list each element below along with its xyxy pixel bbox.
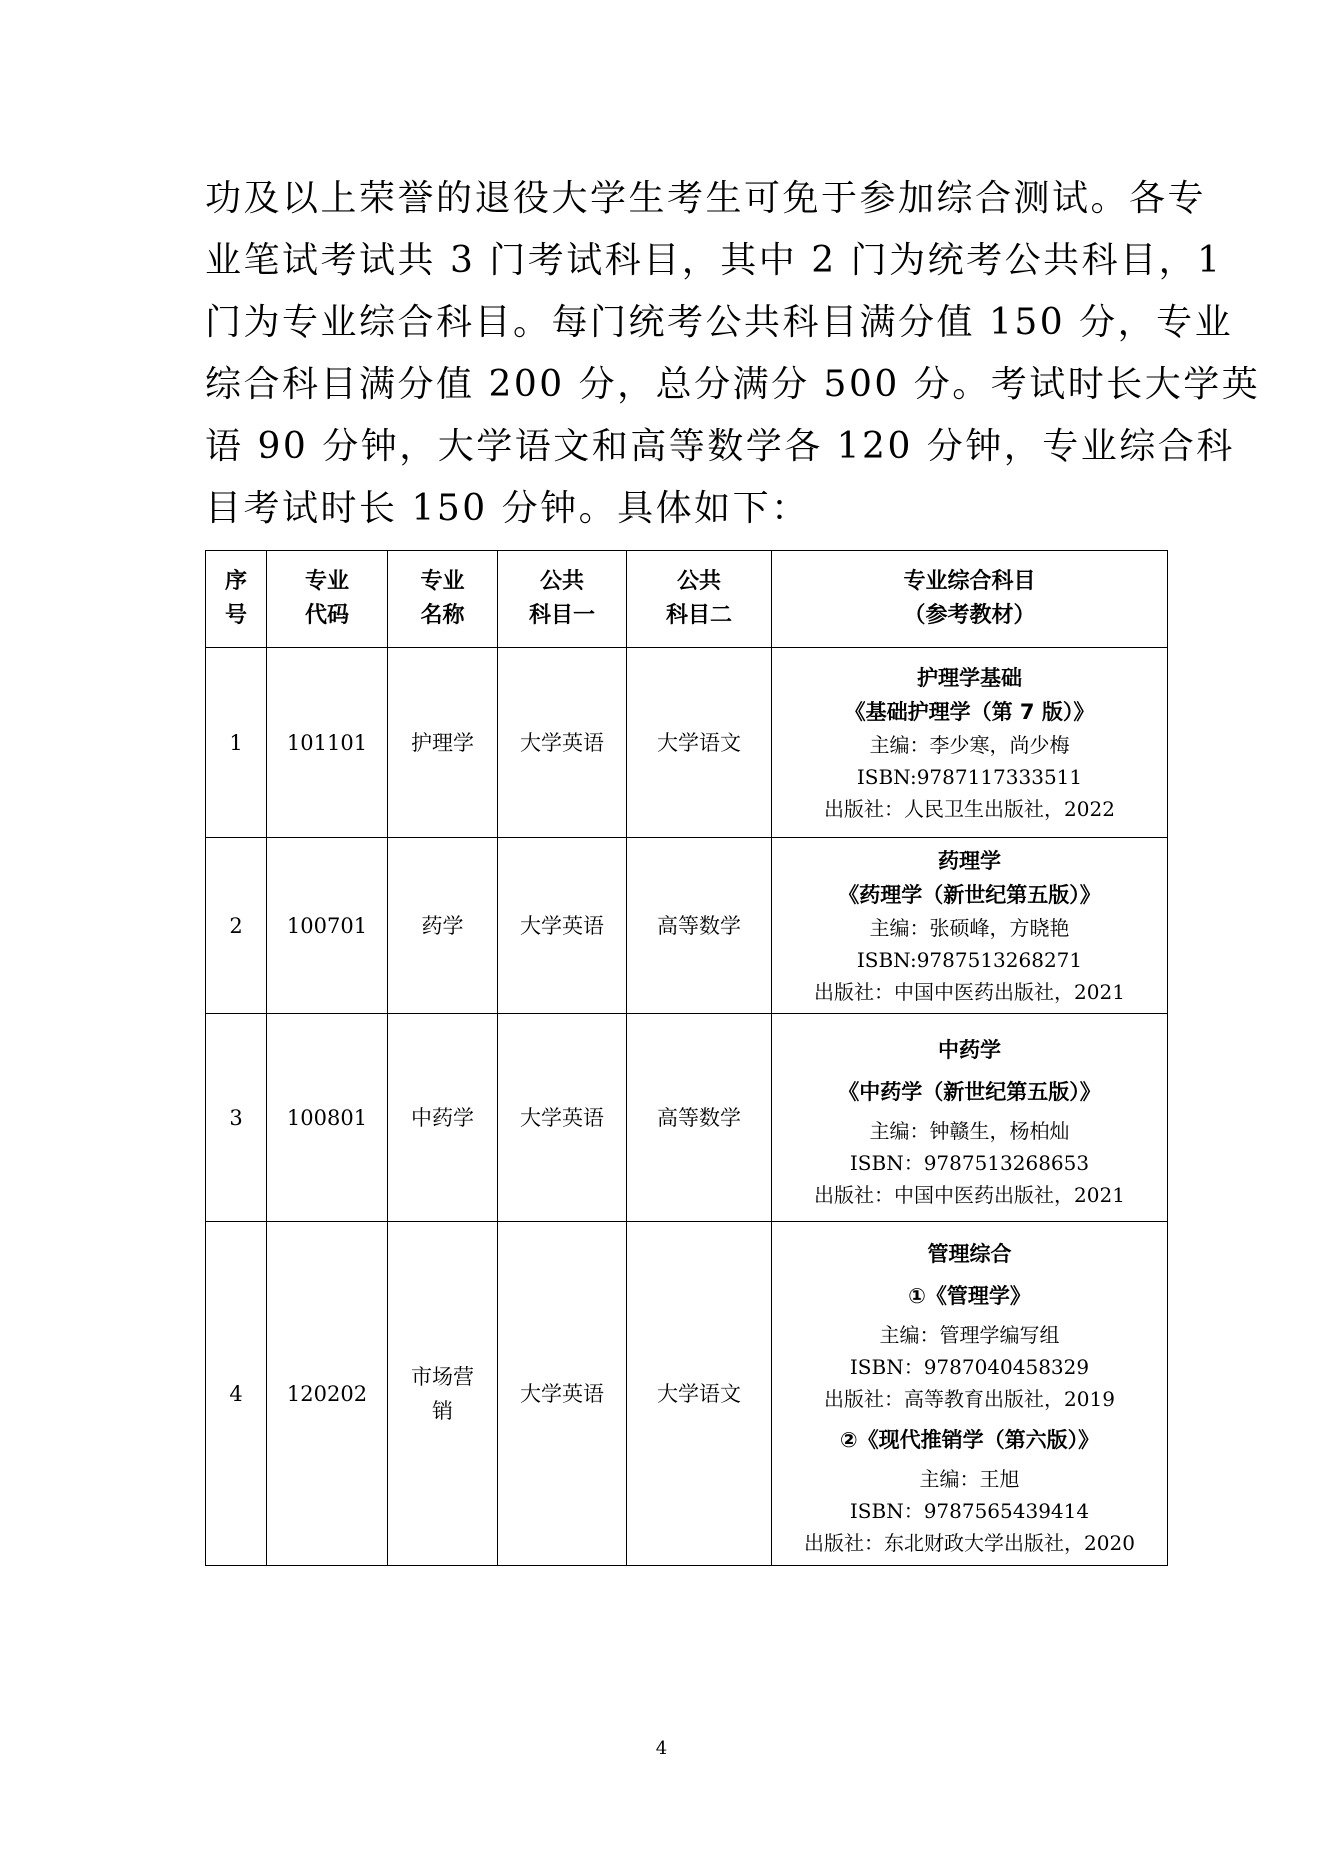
cell-major-name: 护理学 [388,648,498,838]
paragraph-line: 功及以上荣誉的退役大学生考生可免于参加综合测试。各专 [205,178,1207,219]
book-editor: 主编：钟赣生，杨柏灿 [869,1118,1070,1143]
book-editor: 主编：张硕峰，方晓艳 [869,915,1070,940]
book-editor: 主编：管理学编写组 [879,1322,1060,1347]
book-isbn: ISBN:9787513268271 [856,947,1083,972]
cell-public-subject-two: 大学语文 [627,648,772,838]
cell-reference-books [772,1222,1168,1566]
cell-major-name: 药学 [388,838,498,1014]
cell-major-code: 120202 [267,1222,388,1566]
header-major-code: 专业 代码 [267,551,388,648]
cell-public-subject-two: 高等数学 [627,838,772,1014]
paragraph-line: 门为专业综合科目。每门统考公共科目满分值 150 分，专业 [205,302,1234,343]
page-number: 4 [655,1738,668,1759]
book-publisher: 出版社：中国中医药出版社，2021 [814,1182,1125,1207]
book-title: 《药理学（新世纪第五版）》 [838,882,1101,907]
cell-index: 4 [206,1222,267,1566]
paragraph-line: 目考试时长 150 分钟。具体如下： [205,488,810,529]
table-row [206,838,1168,1014]
header-index: 序 号 [206,551,267,648]
table-row [206,648,1168,838]
paragraph-line: 综合科目满分值 200 分，总分满分 500 分。考试时长大学英 [205,364,1261,405]
cell-public-subject-one: 大学英语 [498,1014,627,1222]
book-editor: 主编：王旭 [919,1466,1020,1491]
major-name-line: 市场营 [411,1364,474,1389]
subject-title: 中药学 [938,1037,1001,1062]
header-public-subject-two: 公共 科目二 [627,551,772,648]
subject-title: 药理学 [938,848,1001,873]
book-publisher: 出版社：人民卫生出版社，2022 [824,796,1115,821]
book-publisher: 出版社：中国中医药出版社，2021 [814,979,1125,1004]
book-isbn: ISBN：9787565439414 [849,1498,1090,1523]
cell-major-code: 101101 [267,648,388,838]
cell-major-name [388,1222,498,1566]
cell-public-subject-one: 大学英语 [498,838,627,1014]
cell-reference-books [772,838,1168,1014]
book-title: ②《现代推销学（第六版）》 [839,1427,1100,1452]
book-isbn: ISBN：9787513268653 [849,1150,1090,1175]
subject-title: 护理学基础 [917,665,1022,690]
table-row [206,1222,1168,1566]
book-isbn: ISBN：9787040458329 [849,1354,1090,1379]
book-publisher: 出版社：东北财政大学出版社，2020 [804,1530,1135,1555]
book-isbn: ISBN:9787117333511 [856,764,1083,789]
cell-public-subject-one: 大学英语 [498,648,627,838]
header-public-subject-one: 公共 科目一 [498,551,627,648]
book-publisher: 出版社：高等教育出版社，2019 [824,1386,1115,1411]
header-major-name: 专业 名称 [388,551,498,648]
book-title: 《中药学（新世纪第五版）》 [838,1079,1101,1104]
cell-index: 2 [206,838,267,1014]
cell-reference-books [772,648,1168,838]
cell-reference-books [772,1014,1168,1222]
book-title: 《基础护理学（第 7 版）》 [844,699,1095,724]
cell-index: 3 [206,1014,267,1222]
cell-major-code: 100701 [267,838,388,1014]
book-title: ①《管理学》 [908,1283,1031,1308]
header-comprehensive-subject: 专业综合科目 （参考教材） [772,551,1168,648]
paragraph-line: 语 90 分钟，大学语文和高等数学各 120 分钟，专业综合科 [205,426,1235,467]
cell-major-name: 中药学 [388,1014,498,1222]
cell-public-subject-one: 大学英语 [498,1222,627,1566]
cell-public-subject-two: 高等数学 [627,1014,772,1222]
table-row [206,1014,1168,1222]
major-name-line: 销 [432,1398,453,1423]
cell-major-code: 100801 [267,1014,388,1222]
book-editor: 主编：李少寒，尚少梅 [869,732,1070,757]
exam-subjects-table [205,550,1168,1566]
paragraph-line: 业笔试考试共 3 门考试科目，其中 2 门为统考公共科目，1 [205,240,1223,281]
body-paragraph [205,168,1261,540]
table-header-row [206,551,1168,648]
cell-public-subject-two: 大学语文 [627,1222,772,1566]
subject-title: 管理综合 [927,1241,1012,1266]
cell-index: 1 [206,648,267,838]
